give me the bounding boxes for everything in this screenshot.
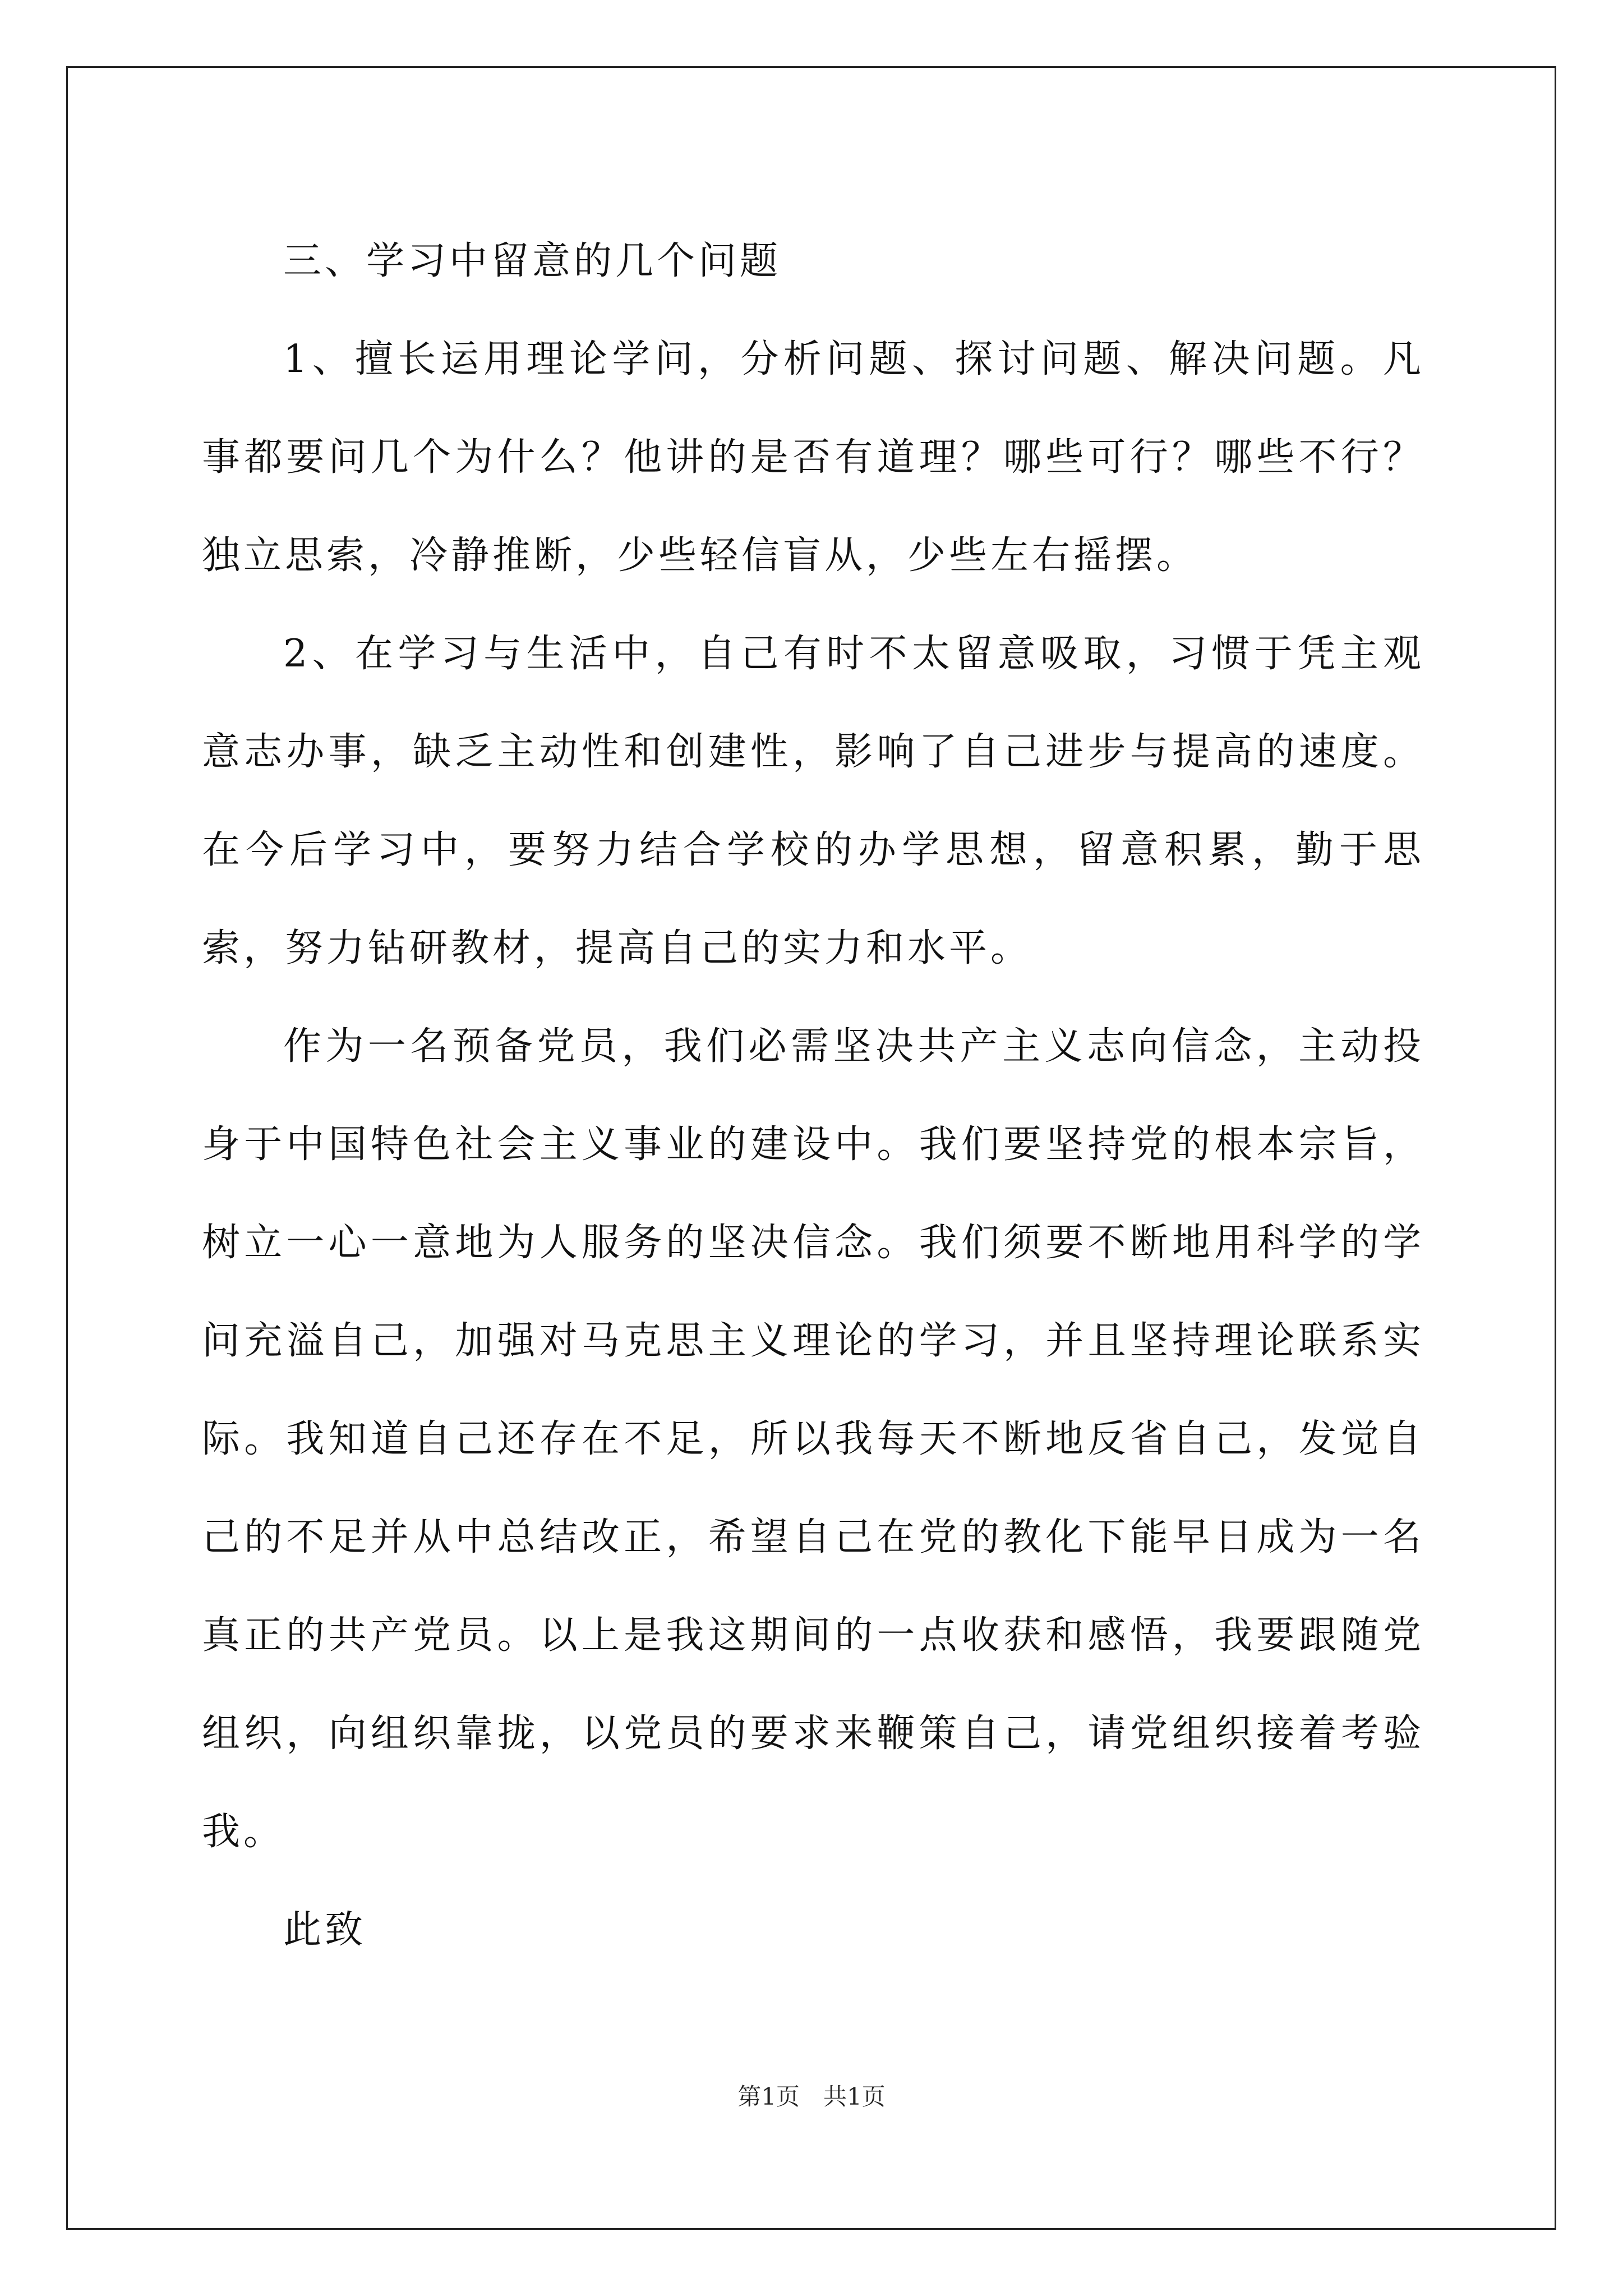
document-body (202, 212, 1424, 1979)
paragraph-point-1: 1、擅长运用理论学问，分析问题、探讨问题、解决问题。凡事都要问几个为什么？他讲的是否有道理？哪些可行？哪些不行？独立思索，冷静推断，少些轻信盲从，少些左右摇摆。 (202, 337, 1424, 578)
closing-salutation: 此致 (283, 1908, 367, 1952)
page-number-footer: 第1页 共1页 (737, 2083, 886, 2110)
section-heading: 三、学习中留意的几个问题 (283, 239, 782, 283)
paragraph-point-2: 2、在学习与生活中，自己有时不太留意吸取，习惯于凭主观意志办事，缺乏主动性和创建性，影响了自己进步与提高的速度。在今后学习中，要努力结合学校的办学思想，留意积累，勤于思索，努力钻研教材，提高自己的实力和水平。 (202, 632, 1424, 970)
paragraph-conclusion: 作为一名预备党员，我们必需坚决共产主义志向信念，主动投身于中国特色社会主义事业的建设中。我们要坚持党的根本宗旨，树立一心一意地为人服务的坚决信念。我们须要不断地用科学的学问充溢自己，加强对马克思主义理论的学习，并且坚持理论联系实际。我知道自己还存在不足，所以我每天不断地反省自己，发觉自己的不足并从中总结改正，希望自己在党的教化下能早日成为一名真正的共产党员。以上是我这期间的一点收获和感悟，我要跟随党组织，向组织靠拢，以党员的要求来鞭策自己，请党组织接着考验我。 (202, 1024, 1424, 1854)
